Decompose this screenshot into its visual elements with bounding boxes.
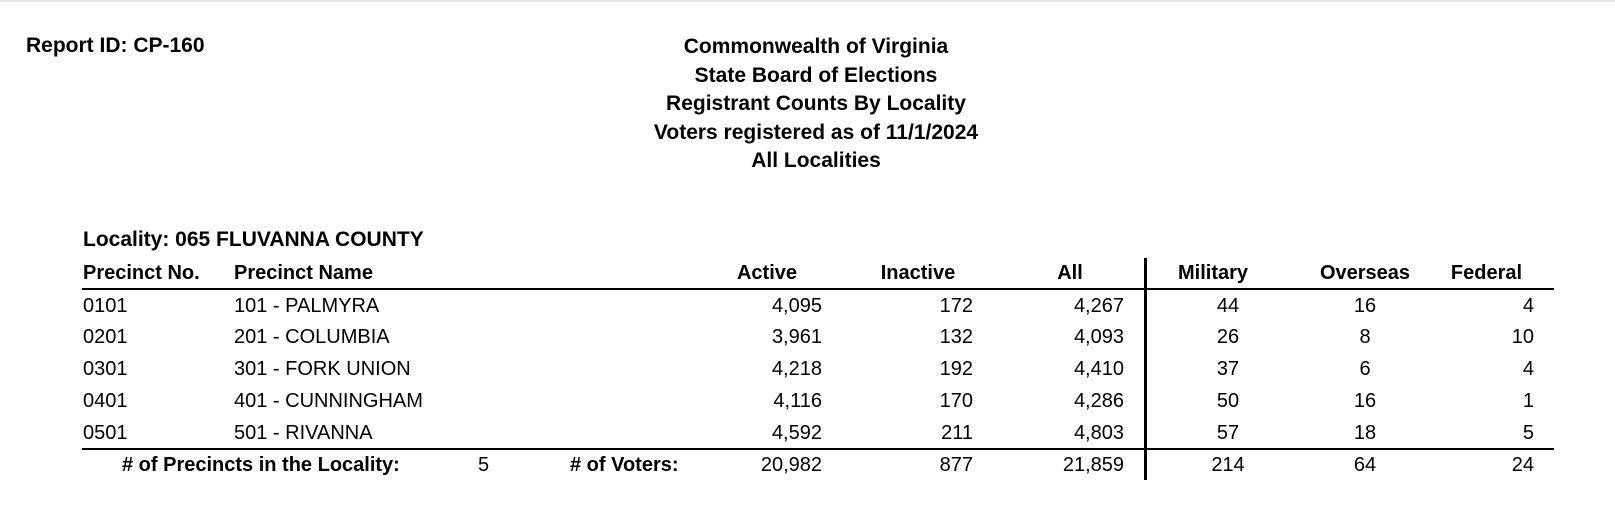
title-line-date: Voters registered as of 11/1/2024 (653, 120, 979, 144)
inactive-count: 211 (941, 422, 973, 444)
total-military: 214 (1211, 454, 1245, 476)
total-active: 20,982 (760, 454, 822, 476)
title-line-report: Registrant Counts By Locality (666, 92, 966, 115)
precinct-no: 0101 (83, 295, 128, 317)
title-line-state: Commonwealth of Virginia (683, 35, 949, 58)
precinct-name: 101 - PALMYRA (234, 295, 380, 317)
inactive-count: 172 (939, 295, 973, 317)
active-count: 3,961 (771, 326, 822, 348)
overseas-count: 16 (1353, 295, 1377, 317)
military-count: 57 (1216, 422, 1240, 444)
col-header-precinct-name: Precinct Name (234, 262, 373, 284)
total-federal: 24 (1511, 454, 1534, 476)
overseas-count: 6 (1359, 358, 1371, 380)
col-header-all: All (1057, 262, 1083, 284)
title-line-scope: All Localities (751, 149, 881, 172)
totals-rule (82, 448, 1554, 450)
all-count: 4,093 (1073, 326, 1124, 348)
all-count: 4,410 (1073, 358, 1124, 380)
column-divider (1144, 258, 1147, 480)
col-header-military: Military (1177, 262, 1249, 284)
active-count: 4,095 (771, 295, 822, 317)
overseas-count: 16 (1353, 390, 1377, 412)
overseas-count: 8 (1359, 326, 1371, 348)
active-count: 4,592 (771, 422, 822, 444)
federal-count: 4 (1522, 295, 1534, 317)
precinct-name: 301 - FORK UNION (234, 358, 411, 380)
total-all: 21,859 (1062, 454, 1124, 476)
report-title (558, 33, 1074, 176)
precinct-name: 201 - COLUMBIA (234, 326, 390, 348)
inactive-count: 170 (939, 390, 973, 412)
top-border (0, 0, 1615, 2)
precinct-name: 501 - RIVANNA (234, 422, 373, 444)
total-overseas: 64 (1353, 454, 1377, 476)
precinct-name: 401 - CUNNINGHAM (234, 390, 423, 412)
active-count: 4,218 (771, 358, 822, 380)
federal-count: 10 (1511, 326, 1534, 348)
precinct-no: 0201 (83, 326, 128, 348)
all-count: 4,803 (1073, 422, 1124, 444)
precinct-no: 0501 (83, 422, 128, 444)
report-id: Report ID: CP-160 (26, 34, 205, 57)
precincts-count-label: # of Precincts in the Locality: (122, 454, 400, 476)
precincts-count: 5 (478, 454, 490, 476)
all-count: 4,267 (1073, 295, 1124, 317)
total-inactive: 877 (939, 454, 973, 476)
military-count: 26 (1216, 326, 1240, 348)
col-header-precinct-no: Precinct No. (83, 262, 200, 284)
col-header-overseas: Overseas (1319, 262, 1411, 284)
overseas-count: 18 (1353, 422, 1377, 444)
col-header-active: Active (736, 262, 798, 284)
all-count: 4,286 (1073, 390, 1124, 412)
title-line-board: State Board of Elections (694, 63, 938, 87)
voters-label: # of Voters: (570, 454, 679, 476)
military-count: 37 (1216, 358, 1240, 380)
precinct-no: 0301 (83, 358, 128, 380)
active-count: 4,116 (773, 390, 822, 412)
military-count: 44 (1216, 295, 1240, 317)
col-header-federal: Federal (1450, 262, 1523, 284)
col-header-inactive: Inactive (880, 262, 956, 284)
precinct-no: 0401 (83, 390, 128, 412)
inactive-count: 192 (939, 358, 973, 380)
locality-heading: Locality: 065 FLUVANNA COUNTY (83, 228, 424, 251)
military-count: 50 (1216, 390, 1240, 412)
inactive-count: 132 (939, 326, 973, 348)
federal-count: 4 (1522, 358, 1534, 380)
federal-count: 1 (1522, 390, 1534, 412)
federal-count: 5 (1522, 422, 1534, 444)
header-rule (82, 288, 1554, 290)
